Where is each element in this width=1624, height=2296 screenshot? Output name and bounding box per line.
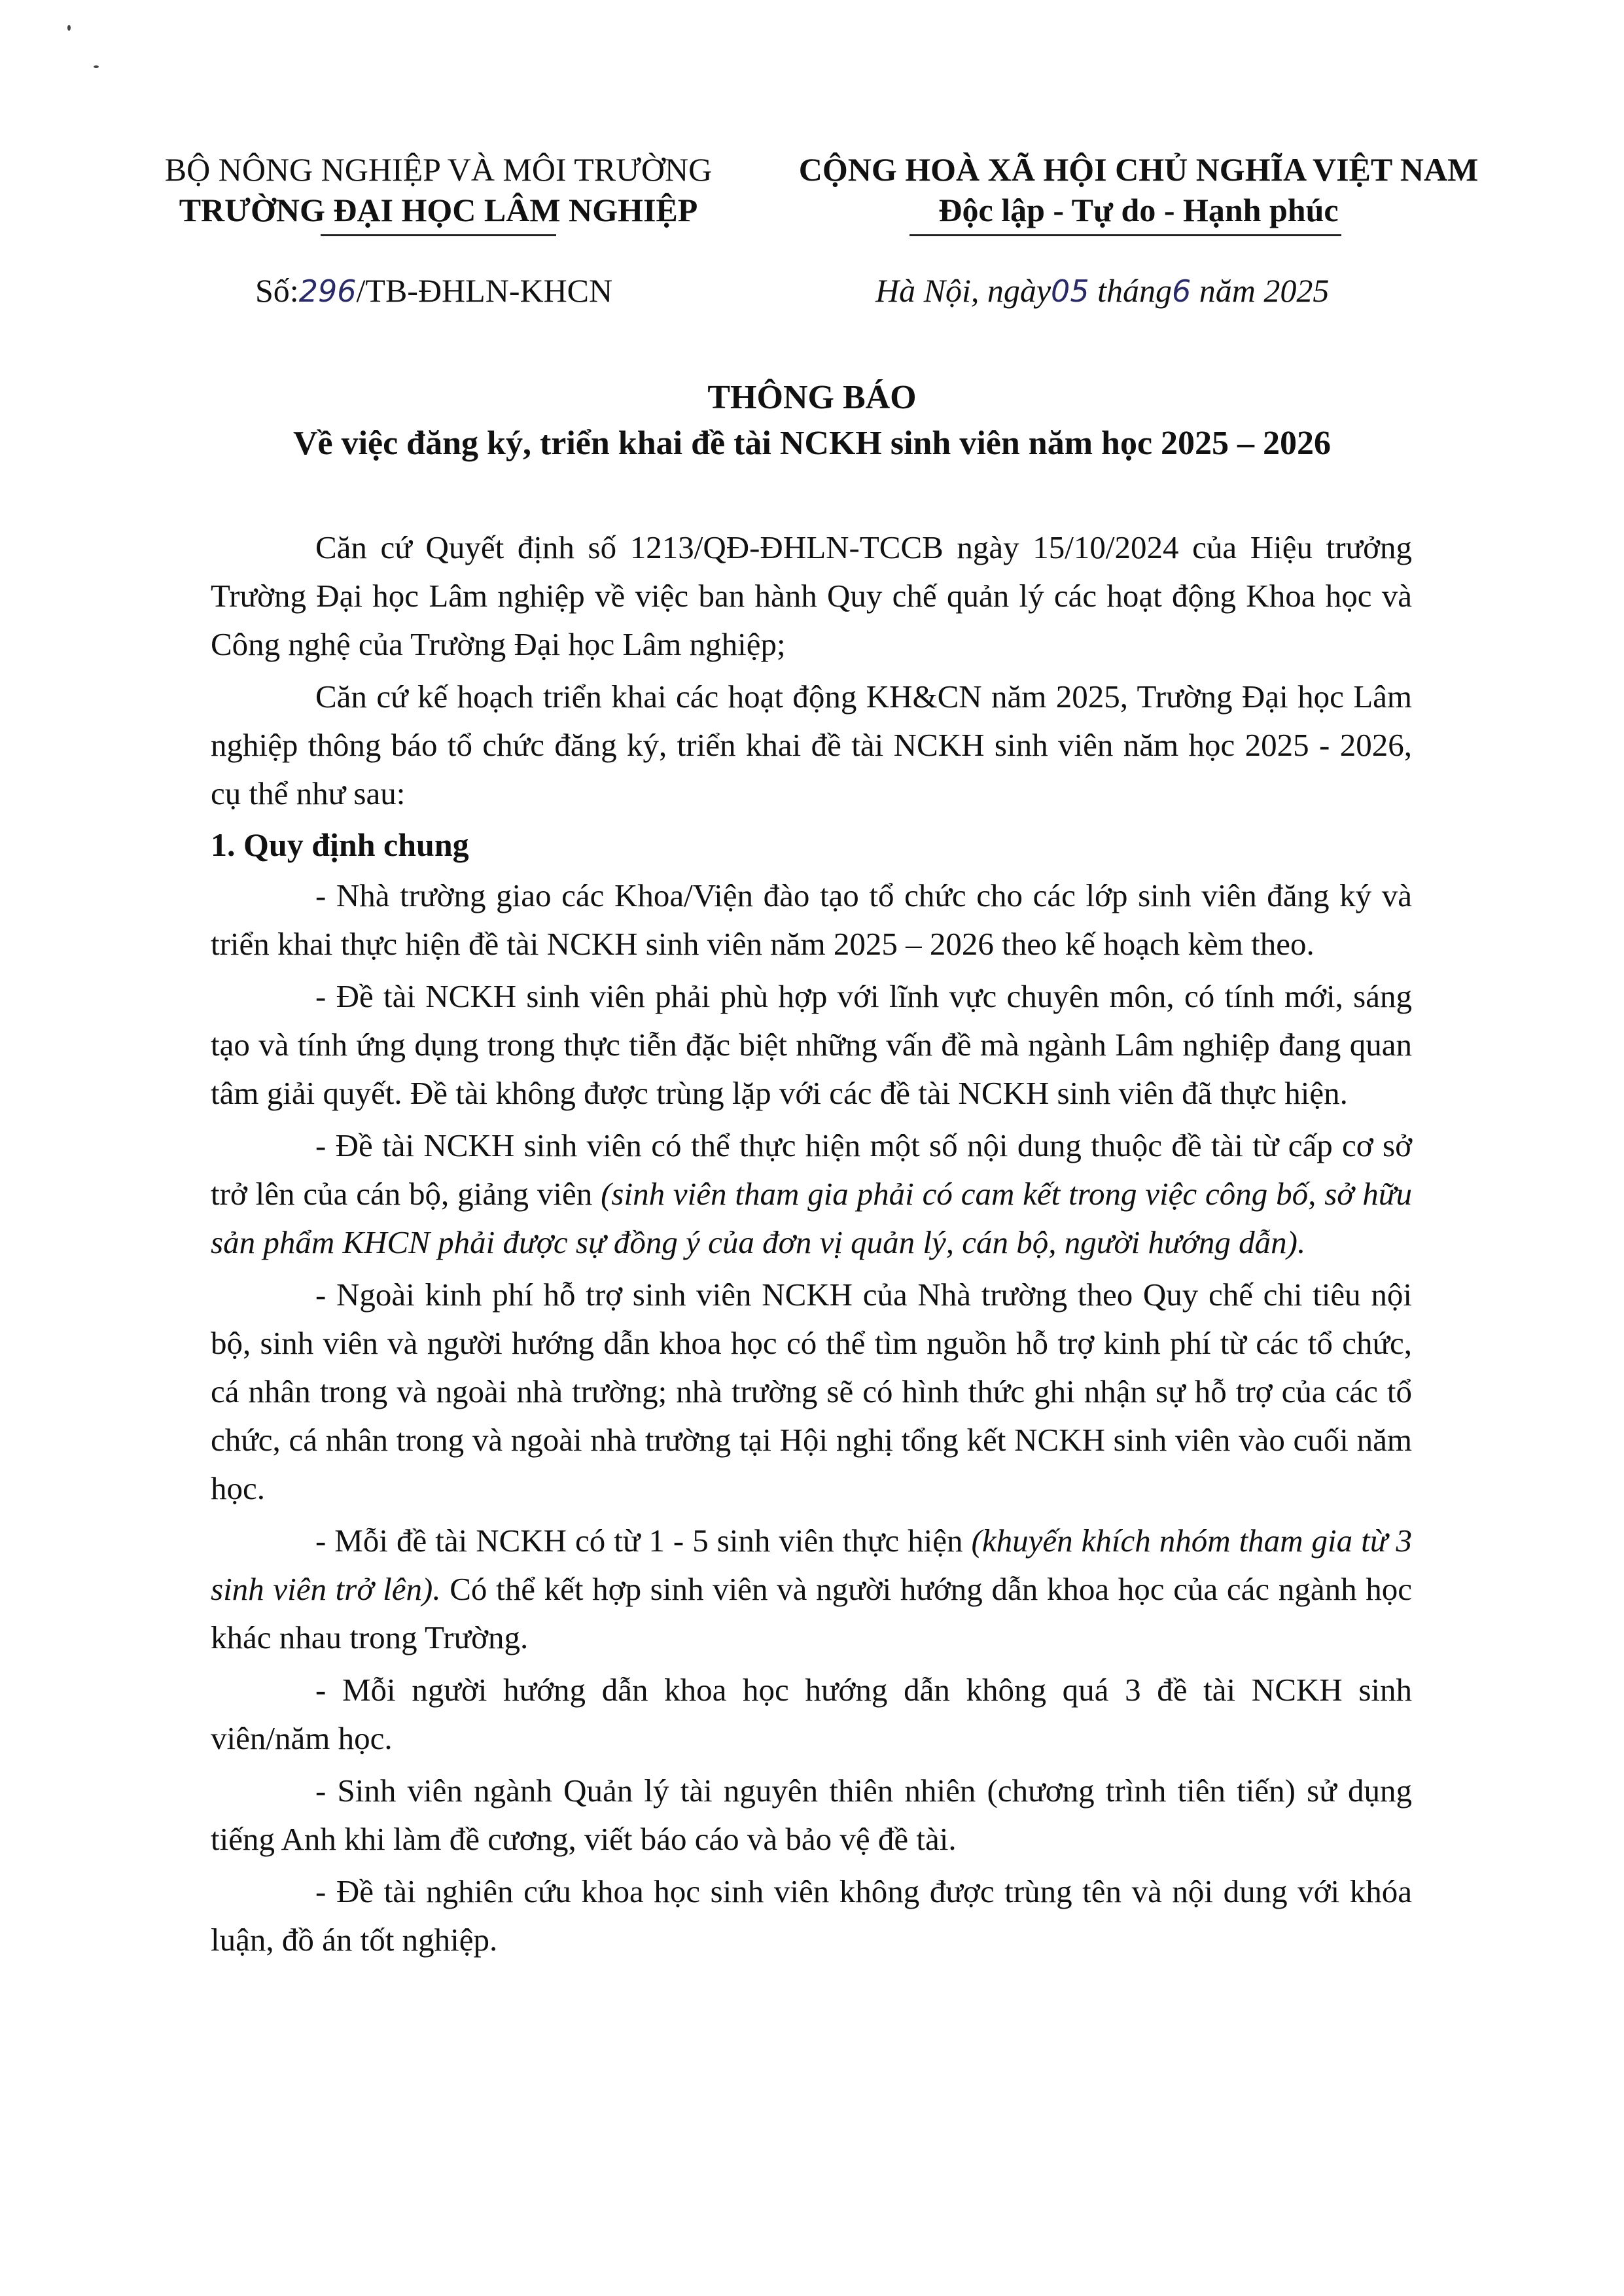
header-left-rule bbox=[321, 234, 556, 236]
doc-number-handwritten: 296 bbox=[298, 274, 357, 309]
paragraph-legal-basis-1: Căn cứ Quyết định số 1213/QĐ-ĐHLN-TCCB ngày 15/10/2024 của Hiệu trưởng Trường Đại học Lâm nghiệp về việc ban hành Quy chế quản lý các hoạt động Khoa học và Công nghệ của Trường Đại học Lâm nghiệp; bbox=[211, 529, 1412, 662]
rule-item-6: - Mỗi người hướng dẫn khoa học hướng dẫn không quá 3 đề tài NCKH sinh viên/năm học. bbox=[211, 1672, 1412, 1756]
date-month-handwritten: 6 bbox=[1172, 274, 1192, 309]
date-day-handwritten: 05 bbox=[1051, 274, 1089, 309]
rule-item-1: - Nhà trường giao các Khoa/Viện đào tạo tổ chức cho các lớp sinh viên đăng ký và triển khai thực hiện đề tài NCKH sinh viên năm 2025 – 2026 theo kế hoạch kèm theo. bbox=[211, 877, 1412, 962]
national-motto: Độc lập - Tự do - Hạnh phúc bbox=[938, 192, 1339, 228]
document-body bbox=[211, 523, 1412, 1964]
section-heading-general-rules: 1. Quy định chung bbox=[211, 826, 469, 863]
date-prefix: Hà Nội, ngày bbox=[875, 272, 1051, 309]
doc-number-prefix: Số: bbox=[255, 272, 299, 309]
paragraph-legal-basis-2: Căn cứ kế hoạch triển khai các hoạt động KH&CN năm 2025, Trường Đại học Lâm nghiệp thông báo tổ chức đăng ký, triển khai đề tài NCKH sinh viên năm học 2025 - 2026, cụ thể như sau: bbox=[211, 679, 1412, 811]
rule-item-8: - Đề tài nghiên cứu khoa học sinh viên không được trùng tên và nội dung với khóa luận, đồ án tốt nghiệp. bbox=[211, 1873, 1412, 1958]
rule-item-3-text: - Đề tài NCKH sinh viên có thể thực hiện một số nội dung thuộc đề tài từ cấp cơ sở trở lên của cán bộ, giảng viên bbox=[211, 1127, 1412, 1212]
date-line bbox=[875, 270, 1329, 311]
scan-speck bbox=[67, 25, 71, 31]
notice-title: THÔNG BÁO bbox=[707, 379, 917, 416]
doc-number-suffix: /TB-ĐHLN-KHCN bbox=[356, 272, 613, 309]
document-number bbox=[255, 270, 612, 311]
rule-item-3-note: (sinh viên tham gia phải có cam kết trong việc công bố, sở hữu sản phẩm KHCN phải được sự đồng ý của đơn vị quản lý, cán bộ, người hướng dẫn). bbox=[211, 1176, 1412, 1260]
country-name: CỘNG HOÀ XÃ HỘI CHỦ NGHĨA VIỆT NAM bbox=[798, 151, 1479, 188]
ministry-name: BỘ NÔNG NGHIỆP VÀ MÔI TRƯỜNG bbox=[164, 151, 713, 188]
rule-item-5-text: - Mỗi đề tài NCKH có từ 1 - 5 sinh viên thực hiện bbox=[315, 1523, 972, 1559]
scan-speck bbox=[94, 65, 99, 68]
date-month-label: tháng bbox=[1089, 272, 1172, 309]
date-year: năm 2025 bbox=[1191, 272, 1330, 309]
rule-item-5-text-2: Có thể kết hợp sinh viên và người hướng dẫn khoa học của các ngành học khác nhau trong Trường. bbox=[211, 1571, 1412, 1655]
rule-item-4: - Ngoài kinh phí hỗ trợ sinh viên NCKH của Nhà trường theo Quy chế chi tiêu nội bộ, sinh viên và người hướng dẫn khoa học có thể tìm nguồn hỗ trợ kinh phí từ các tổ chức, cá nhân trong và ngoài nhà trường; nhà trường sẽ có hình thức ghi nhận sự hỗ trợ của các tổ chức, cá nhân trong và ngoài nhà trường tại Hội nghị tổng kết NCKH sinh viên vào cuối năm học. bbox=[211, 1277, 1412, 1506]
rule-item-5 bbox=[211, 1517, 1412, 1662]
header-left bbox=[124, 149, 752, 230]
notice-subtitle: Về việc đăng ký, triển khai đề tài NCKH sinh viên năm học 2025 – 2026 bbox=[292, 425, 1332, 462]
rule-item-7: - Sinh viên ngành Quản lý tài nguyên thiên nhiên (chương trình tiên tiến) sử dụng tiếng Anh khi làm đề cương, viết báo cáo và bảo vệ đề tài. bbox=[211, 1773, 1412, 1857]
rule-item-2: - Đề tài NCKH sinh viên phải phù hợp với lĩnh vực chuyên môn, có tính mới, sáng tạo và tính ứng dụng trong thực tiễn đặc biệt những vấn đề mà ngành Lâm nghiệp đang quan tâm giải quyết. Đề tài không được trùng lặp với các đề tài NCKH sinh viên đã thực hiện. bbox=[211, 978, 1412, 1111]
header-right bbox=[772, 149, 1505, 230]
header-right-rule bbox=[909, 234, 1341, 236]
rule-item-5-note: (khuyến khích nhóm tham gia từ 3 sinh viên trở lên). bbox=[211, 1523, 1412, 1607]
university-name: TRƯỜNG ĐẠI HỌC LÂM NGHIỆP bbox=[179, 192, 698, 228]
rule-item-3 bbox=[211, 1122, 1412, 1267]
